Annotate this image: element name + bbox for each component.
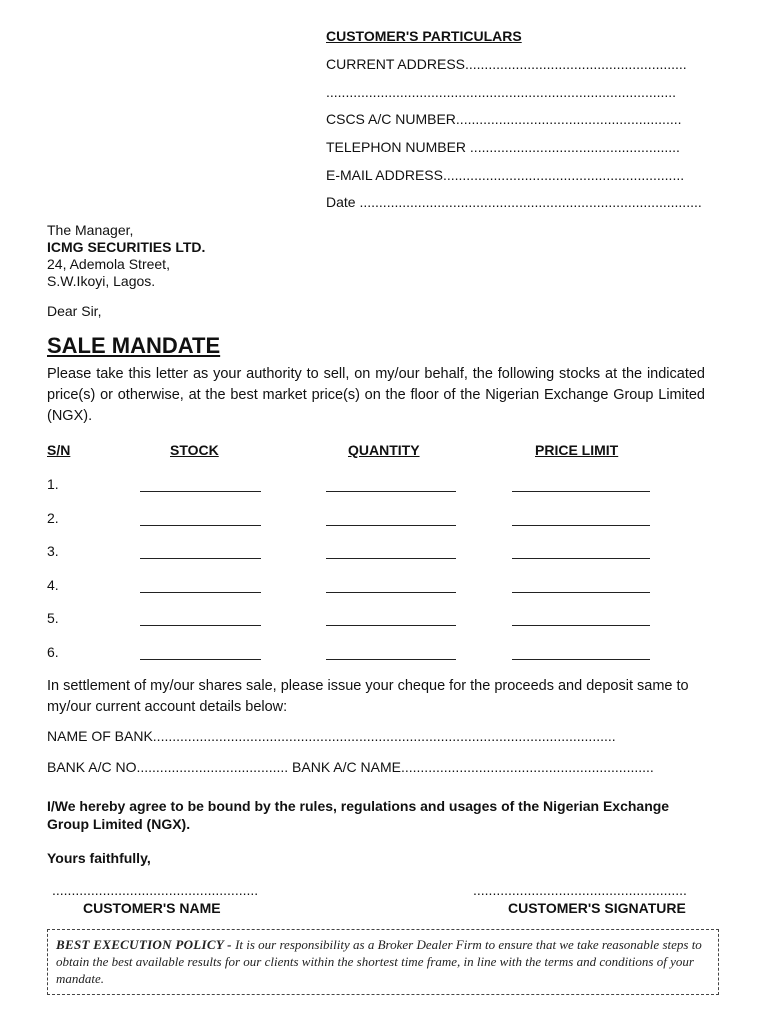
- header-sn: S/N: [47, 442, 71, 458]
- settlement-paragraph: In settlement of my/our shares sale, please issue your cheque for the proceeds and deposit same to my/our current account details below:: [47, 678, 689, 715]
- closing-text: Yours faithfully,: [47, 850, 151, 866]
- header-price-limit: PRICE LIMIT: [535, 442, 619, 458]
- customer-signature-label: CUSTOMER'S SIGNATURE: [508, 900, 686, 916]
- quantity-blank[interactable]: [326, 625, 456, 626]
- addressee-city: S.W.Ikoyi, Lagos.: [47, 273, 156, 289]
- row-number: 4.: [47, 577, 59, 593]
- header-stock: STOCK: [170, 442, 219, 458]
- policy-text: It is our responsibility as a Broker Dealer Firm to ensure that we take reasonable steps to obtain the best available results for our clients within the shortest time frame, in line with the terms and conditions of your mandate.: [56, 937, 702, 986]
- policy-title: BEST EXECUTION POLICY -: [56, 937, 232, 952]
- stock-blank[interactable]: [140, 558, 261, 559]
- email-field[interactable]: E-MAIL ADDRESS..............................................................: [326, 167, 685, 183]
- row-number: 5.: [47, 610, 59, 626]
- salutation: Dear Sir,: [47, 303, 102, 319]
- customer-signature-line[interactable]: .......................................................: [473, 882, 687, 898]
- stock-blank[interactable]: [140, 625, 261, 626]
- bank-name-field[interactable]: NAME OF BANK.......................................................................................................................: [47, 728, 616, 744]
- price-limit-blank[interactable]: [512, 625, 650, 626]
- row-number: 2.: [47, 510, 59, 526]
- price-limit-blank[interactable]: [512, 491, 650, 492]
- intro-paragraph: Please take this letter as your authority to sell, on my/our behalf, the following stocks at the indicated price(s) or otherwise, at the best market price(s) on the floor of the Nigerian Exchange Group Limited (NGX).: [47, 366, 705, 424]
- customer-name-line[interactable]: .....................................................: [52, 882, 259, 898]
- stock-blank[interactable]: [140, 592, 261, 593]
- quantity-blank[interactable]: [326, 558, 456, 559]
- best-execution-policy-box: [47, 929, 719, 995]
- stock-blank[interactable]: [140, 491, 261, 492]
- bank-account-field[interactable]: BANK A/C NO....................................... BANK A/C NAME.................................................................: [47, 759, 654, 775]
- current-address-field[interactable]: CURRENT ADDRESS.........................................................: [326, 56, 687, 72]
- row-number: 1.: [47, 476, 59, 492]
- telephone-field[interactable]: TELEPHON NUMBER ......................................................: [326, 139, 680, 155]
- row-number: 6.: [47, 644, 59, 660]
- price-limit-blank[interactable]: [512, 592, 650, 593]
- stock-blank[interactable]: [140, 659, 261, 660]
- price-limit-blank[interactable]: [512, 525, 650, 526]
- address-line2-field[interactable]: ..........................................................................................: [326, 84, 677, 100]
- quantity-blank[interactable]: [326, 659, 456, 660]
- addressee-street: 24, Ademola Street,: [47, 256, 170, 272]
- page-title: SALE MANDATE: [47, 333, 221, 358]
- quantity-blank[interactable]: [326, 592, 456, 593]
- header-quantity: QUANTITY: [348, 442, 420, 458]
- date-field[interactable]: Date ........................................................................................: [326, 194, 702, 210]
- customer-particulars-heading: CUSTOMER'S PARTICULARS: [326, 28, 522, 44]
- price-limit-blank[interactable]: [512, 558, 650, 559]
- quantity-blank[interactable]: [326, 491, 456, 492]
- addressee-company: ICMG SECURITIES LTD.: [47, 239, 206, 255]
- quantity-blank[interactable]: [326, 525, 456, 526]
- agreement-statement: I/We hereby agree to be bound by the rules, regulations and usages of the Nigerian Exchange Group Limited (NGX).: [47, 798, 670, 832]
- stock-blank[interactable]: [140, 525, 261, 526]
- cscs-number-field[interactable]: CSCS A/C NUMBER..........................................................: [326, 111, 682, 127]
- customer-name-label: CUSTOMER'S NAME: [83, 900, 221, 916]
- addressee-title: The Manager,: [47, 222, 134, 238]
- price-limit-blank[interactable]: [512, 659, 650, 660]
- row-number: 3.: [47, 543, 59, 559]
